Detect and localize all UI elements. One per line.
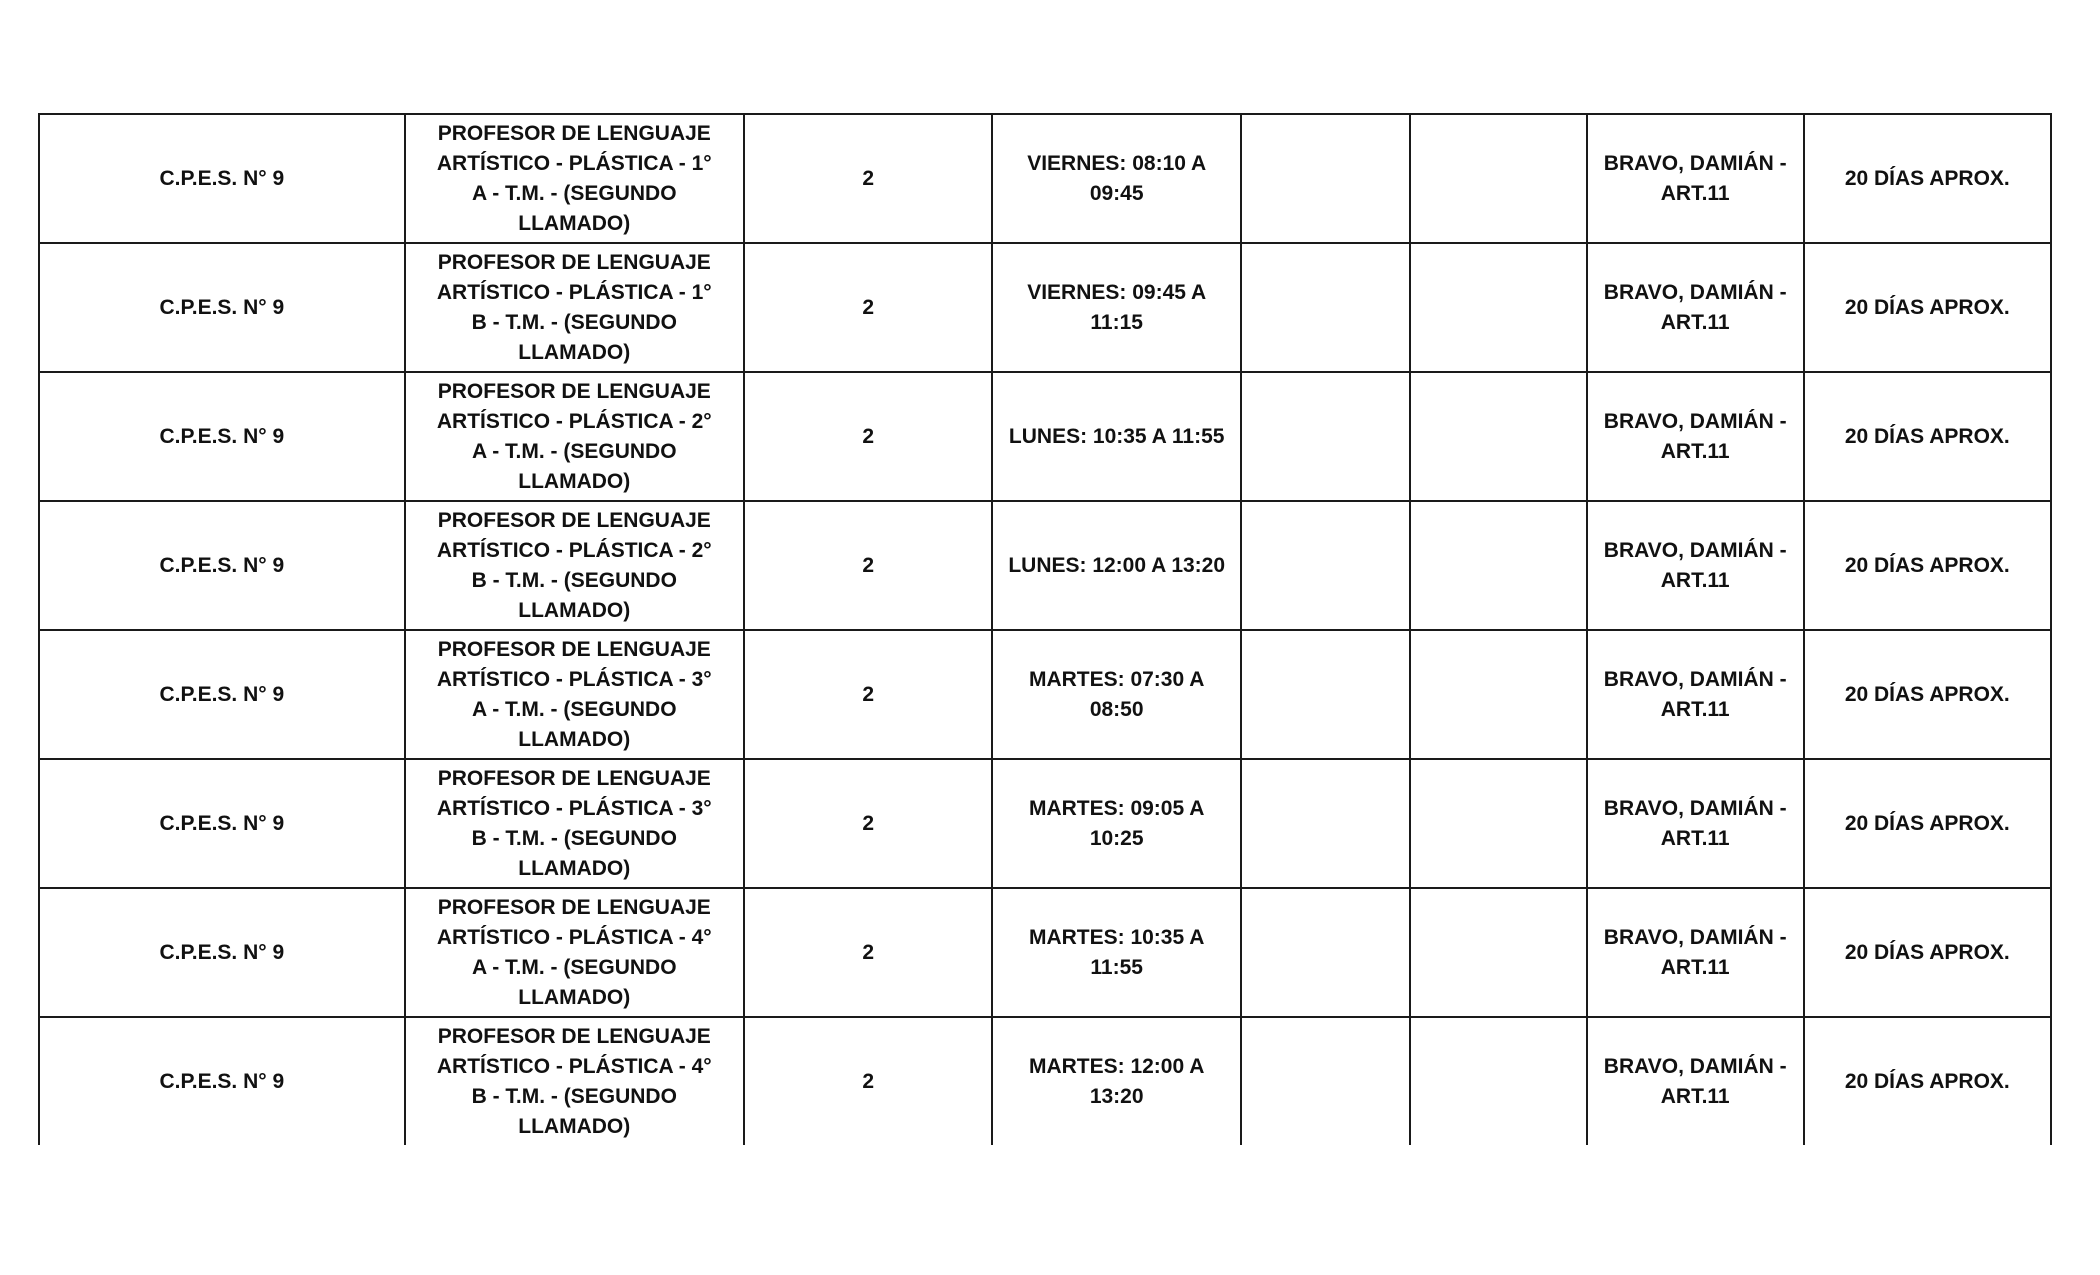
schedule-cell: LUNES: 12:00 A 13:20 bbox=[992, 501, 1240, 630]
replaces-cell bbox=[1587, 501, 1804, 630]
role-cell bbox=[405, 759, 744, 888]
replaces-text: BRAVO, DAMIÁN - ART.11 bbox=[1603, 925, 1787, 979]
school-cell: C.P.E.S. N° 9 bbox=[39, 372, 405, 501]
hours-cell: 2 bbox=[744, 372, 992, 501]
role-text: PROFESOR DE LENGUAJE ARTÍSTICO - PLÁSTICA - 1° A - T.M. - (SEGUNDO LLAMADO) bbox=[436, 121, 712, 235]
replaces-cell bbox=[1587, 888, 1804, 1017]
replaces-cell bbox=[1587, 372, 1804, 501]
empty-cell-2 bbox=[1410, 114, 1587, 243]
duration-cell: 20 DÍAS APROX. bbox=[1804, 372, 2051, 501]
empty-cell-2 bbox=[1410, 759, 1587, 888]
school-cell: C.P.E.S. N° 9 bbox=[39, 114, 405, 243]
role-cell bbox=[405, 372, 744, 501]
duration-cell: 20 DÍAS APROX. bbox=[1804, 501, 2051, 630]
hours-cell: 2 bbox=[744, 759, 992, 888]
hours-cell: 2 bbox=[744, 630, 992, 759]
empty-cell-2 bbox=[1410, 372, 1587, 501]
hours-cell: 2 bbox=[744, 888, 992, 1017]
role-text: PROFESOR DE LENGUAJE ARTÍSTICO - PLÁSTICA - 1° B - T.M. - (SEGUNDO LLAMADO) bbox=[436, 250, 712, 364]
empty-cell-1 bbox=[1241, 630, 1410, 759]
table-row bbox=[39, 501, 2051, 630]
school-cell: C.P.E.S. N° 9 bbox=[39, 1017, 405, 1145]
empty-cell-2 bbox=[1410, 888, 1587, 1017]
replaces-text: BRAVO, DAMIÁN - ART.11 bbox=[1603, 280, 1787, 334]
role-cell bbox=[405, 630, 744, 759]
table-row bbox=[39, 114, 2051, 243]
schedule-cell: LUNES: 10:35 A 11:55 bbox=[992, 372, 1240, 501]
empty-cell-1 bbox=[1241, 114, 1410, 243]
hours-cell: 2 bbox=[744, 1017, 992, 1145]
school-cell: C.P.E.S. N° 9 bbox=[39, 243, 405, 372]
hours-cell: 2 bbox=[744, 243, 992, 372]
replaces-cell bbox=[1587, 243, 1804, 372]
replaces-text: BRAVO, DAMIÁN - ART.11 bbox=[1603, 1054, 1787, 1108]
role-cell bbox=[405, 1017, 744, 1145]
replaces-cell bbox=[1587, 1017, 1804, 1145]
empty-cell-2 bbox=[1410, 501, 1587, 630]
empty-cell-1 bbox=[1241, 1017, 1410, 1145]
role-text: PROFESOR DE LENGUAJE ARTÍSTICO - PLÁSTICA - 4° B - T.M. - (SEGUNDO LLAMADO) bbox=[436, 1024, 712, 1138]
schedule-cell: MARTES: 10:35 A 11:55 bbox=[992, 888, 1240, 1017]
schedule-cell: VIERNES: 08:10 A 09:45 bbox=[992, 114, 1240, 243]
role-cell bbox=[405, 243, 744, 372]
replaces-text: BRAVO, DAMIÁN - ART.11 bbox=[1603, 667, 1787, 721]
empty-cell-1 bbox=[1241, 759, 1410, 888]
school-cell: C.P.E.S. N° 9 bbox=[39, 888, 405, 1017]
duration-cell: 20 DÍAS APROX. bbox=[1804, 888, 2051, 1017]
vacancy-table bbox=[38, 113, 2052, 1145]
replaces-cell bbox=[1587, 114, 1804, 243]
duration-cell: 20 DÍAS APROX. bbox=[1804, 243, 2051, 372]
schedule-cell: MARTES: 12:00 A 13:20 bbox=[992, 1017, 1240, 1145]
table-row bbox=[39, 1017, 2051, 1145]
role-cell bbox=[405, 501, 744, 630]
table-row bbox=[39, 630, 2051, 759]
empty-cell-2 bbox=[1410, 243, 1587, 372]
role-text: PROFESOR DE LENGUAJE ARTÍSTICO - PLÁSTICA - 4° A - T.M. - (SEGUNDO LLAMADO) bbox=[436, 895, 712, 1009]
role-text: PROFESOR DE LENGUAJE ARTÍSTICO - PLÁSTICA - 3° A - T.M. - (SEGUNDO LLAMADO) bbox=[436, 637, 712, 751]
hours-cell: 2 bbox=[744, 501, 992, 630]
role-text: PROFESOR DE LENGUAJE ARTÍSTICO - PLÁSTICA - 2° B - T.M. - (SEGUNDO LLAMADO) bbox=[436, 508, 712, 622]
replaces-cell bbox=[1587, 630, 1804, 759]
hours-cell: 2 bbox=[744, 114, 992, 243]
empty-cell-2 bbox=[1410, 1017, 1587, 1145]
schedule-cell: MARTES: 09:05 A 10:25 bbox=[992, 759, 1240, 888]
table-row bbox=[39, 243, 2051, 372]
duration-cell: 20 DÍAS APROX. bbox=[1804, 114, 2051, 243]
empty-cell-1 bbox=[1241, 372, 1410, 501]
table-row bbox=[39, 888, 2051, 1017]
school-cell: C.P.E.S. N° 9 bbox=[39, 759, 405, 888]
replaces-cell bbox=[1587, 759, 1804, 888]
table-row bbox=[39, 759, 2051, 888]
role-cell bbox=[405, 114, 744, 243]
schedule-cell: VIERNES: 09:45 A 11:15 bbox=[992, 243, 1240, 372]
replaces-text: BRAVO, DAMIÁN - ART.11 bbox=[1603, 538, 1787, 592]
role-text: PROFESOR DE LENGUAJE ARTÍSTICO - PLÁSTICA - 2° A - T.M. - (SEGUNDO LLAMADO) bbox=[436, 379, 712, 493]
school-cell: C.P.E.S. N° 9 bbox=[39, 630, 405, 759]
role-text: PROFESOR DE LENGUAJE ARTÍSTICO - PLÁSTICA - 3° B - T.M. - (SEGUNDO LLAMADO) bbox=[436, 766, 712, 880]
replaces-text: BRAVO, DAMIÁN - ART.11 bbox=[1603, 151, 1787, 205]
schedule-cell: MARTES: 07:30 A 08:50 bbox=[992, 630, 1240, 759]
role-cell bbox=[405, 888, 744, 1017]
empty-cell-1 bbox=[1241, 501, 1410, 630]
school-cell: C.P.E.S. N° 9 bbox=[39, 501, 405, 630]
duration-cell: 20 DÍAS APROX. bbox=[1804, 759, 2051, 888]
table-row bbox=[39, 372, 2051, 501]
empty-cell-2 bbox=[1410, 630, 1587, 759]
empty-cell-1 bbox=[1241, 888, 1410, 1017]
replaces-text: BRAVO, DAMIÁN - ART.11 bbox=[1603, 409, 1787, 463]
empty-cell-1 bbox=[1241, 243, 1410, 372]
duration-cell: 20 DÍAS APROX. bbox=[1804, 630, 2051, 759]
duration-cell: 20 DÍAS APROX. bbox=[1804, 1017, 2051, 1145]
replaces-text: BRAVO, DAMIÁN - ART.11 bbox=[1603, 796, 1787, 850]
